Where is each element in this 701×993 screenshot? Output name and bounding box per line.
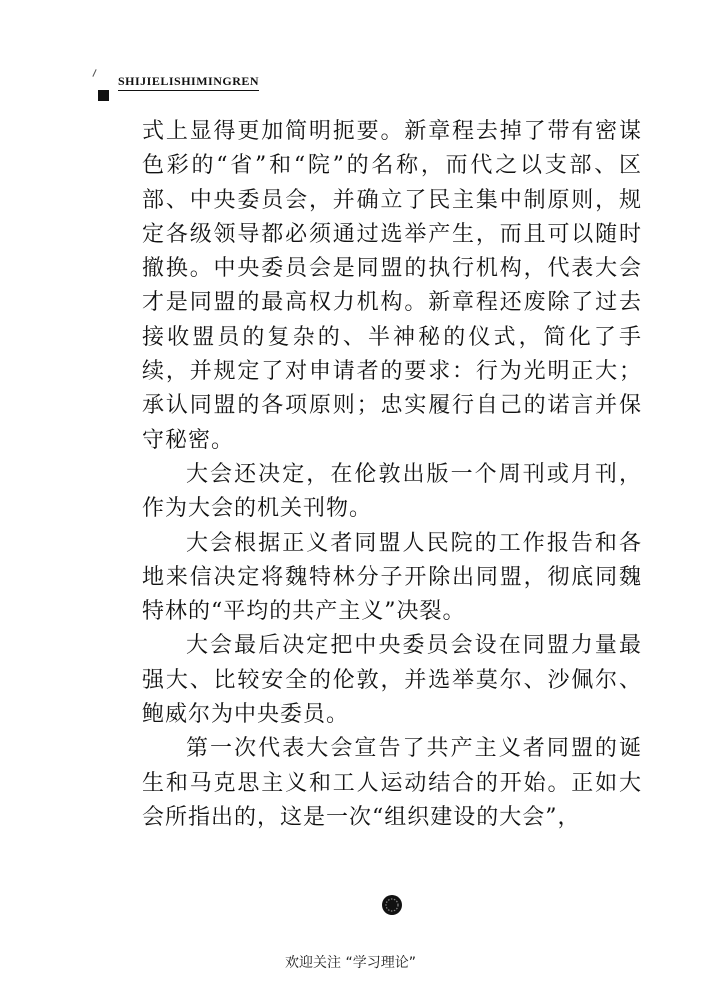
page-ornament-icon: [380, 893, 404, 917]
corner-mark: [92, 69, 96, 77]
paragraph-5: 第一次代表大会宣告了共产主义者同盟的诞生和马克思主义和工人运动结合的开始。正如大会所指出的，这是一次“组织建设的大会”，: [142, 736, 642, 830]
running-title: SHIJIELISHIMINGREN: [118, 74, 259, 91]
header-square-icon: [98, 90, 109, 101]
paragraph-1: 式上显得更加简明扼要。新章程去掉了带有密谋色彩的“省”和“院”的名称，而代之以支部、区部、中央委员会，并确立了民主集中制原则，规定各级领导都必须通过选举产生，而且可以随时撤换。中央委员会是同盟的执行机构，代表大会才是同盟的最高权力机构。新章程还废除了过去接收盟员的复杂的、半神秘的仪式，简化了手续，并规定了对申请者的要求：行为光明正大；承认同盟的各项原则；忠实履行自己的诺言并保守秘密。: [142, 119, 642, 453]
footer-note: 欢迎关注 “学习理论”: [285, 955, 416, 971]
page-body: [142, 115, 642, 835]
paragraph-3: 大会根据正义者同盟人民院的工作报告和各地来信决定将魏特林分子开除出同盟，彻底同魏特林的“平均的共产主义”决裂。: [142, 530, 642, 625]
running-header: [118, 70, 318, 91]
paragraph-4: 大会最后决定把中央委员会设在同盟力量最强大、比较安全的伦敦，并选举莫尔、沙佩尔、鲍威尔为中央委员。: [142, 633, 642, 728]
paragraph-2: 大会还决定，在伦敦出版一个周刊或月刊，作为大会的机关刊物。: [142, 461, 642, 522]
